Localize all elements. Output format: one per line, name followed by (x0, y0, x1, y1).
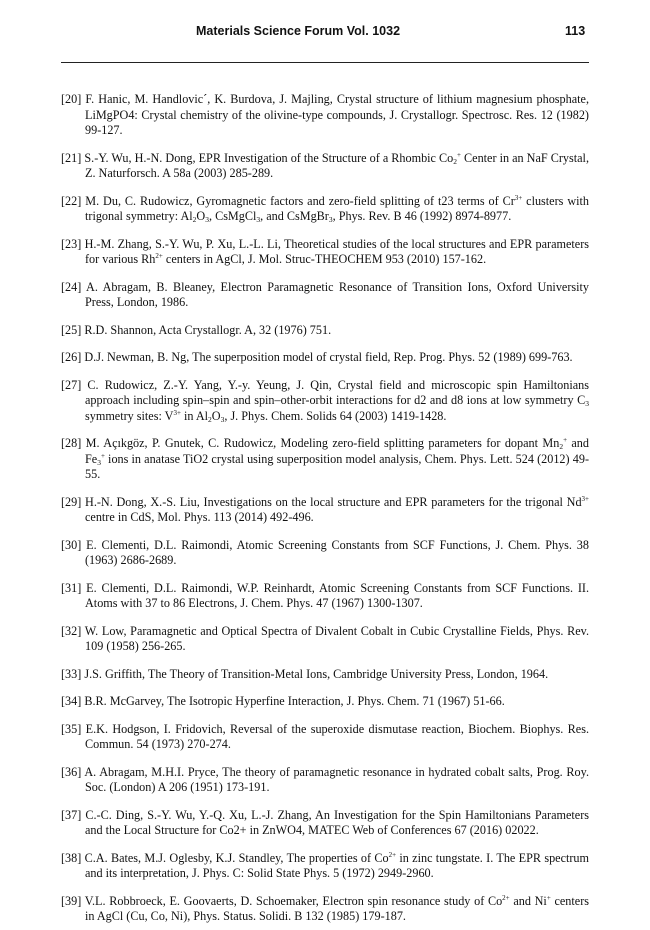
reference-26: [26] D.J. Newman, B. Ng, The superposition model of crystal field, Rep. Prog. Phys. 52 (1989) 699-763. (61, 350, 573, 365)
reference-20: [20] F. Hanic, M. Handlovic´, K. Burdova, J. Majling, Crystal structure of lithium magnesium phosphate, LiMgPO4: Crystal chemistry of the olivine-type compounds, J. Crystallogr. Spectrosc. Res. 12 (1982) 99-127. (61, 92, 589, 137)
reference-list (61, 80, 589, 930)
reference-28: [28] M. Açıkgöz, P. Gnutek, C. Rudowicz, Modeling zero-field splitting parameters for dopant $Mn_2^+$ and $Fe_3^+$ ions in anatase TiO2 crystal using superposition model analysis, Chem. Phys. Lett. 524 (2012) 49-55. (61, 436, 589, 481)
reference-37: [37] C.-C. Ding, S.-Y. Wu, Y.-Q. Xu, L.-J. Zhang, An Investigation for the Spin Hamiltonians Parameters and the Local Structure for Co2+ in ZnWO4, MATEC Web of Conferences 67 (2016) 02022. (61, 807, 589, 838)
reference-33: [33] J.S. Griffith, The Theory of Transition-Metal Ions, Cambridge University Press, London, 1964. (61, 666, 549, 681)
reference-21: [21] S.-Y. Wu, H.-N. Dong, EPR Investigation of the Structure of a Rhombic $Co_2^+$ Center in an NaF Crystal, Z. Naturforsch. A 58a (2003) 285-289. (61, 150, 589, 180)
reference-34: [34] B.R. McGarvey, The Isotropic Hyperfine Interaction, J. Phys. Chem. 71 (1967) 51-66. (61, 694, 505, 709)
header-rule (61, 62, 589, 63)
page-number: 113 (565, 24, 586, 38)
reference-22: [22] M. Du, C. Rudowicz, Gyromagnetic factors and zero-field splitting of t23 terms of $Cr^{3+}$ clusters with trigonal symmetry: $Al_2O_3$, CsMgCl$_3$, and CsMgBr$_3$, Phys. Rev. B 46 (1992) 8974-8977. (61, 193, 589, 224)
reference-23: [23] H.-M. Zhang, S.-Y. Wu, P. Xu, L.-L. Li, Theoretical studies of the local structures and EPR parameters for various $Rh^{2+}$ centers in AgCl, J. Mol. Struc-THEOCHEM 953 (2010) 157-162. (61, 236, 589, 266)
reference-38: [38] C.A. Bates, M.J. Oglesby, K.J. Standley, The properties of $Co^{2+}$ in zinc tungstate. I. The EPR spectrum and its interpretation, J. Phys. C: Solid State Phys. 5 (1972) 2949-2960. (61, 850, 589, 881)
journal-title: Materials Science Forum Vol. 1032 (196, 24, 401, 38)
reference-24: [24] A. Abragam, B. Bleaney, Electron Paramagnetic Resonance of Transition Ions, Oxford University Press, London, 1986. (61, 279, 589, 309)
reference-31: [31] E. Clementi, D.L. Raimondi, W.P. Reinhardt, Atomic Screening Constants from SCF Functions. II. Atoms with 37 to 86 Electrons, J. Chem. Phys. 47 (1967) 1300-1307. (61, 580, 589, 610)
reference-39: [39] V.L. Robbroeck, E. Goovaerts, D. Schoemaker, Electron spin resonance study of $Co^{2+}$ and Ni+ centers in AgCl (Cu, Co, Ni), Phys. Status. Solidi. B 132 (1985) 179-187. (61, 893, 589, 924)
reference-27: [27] C. Rudowicz, Z.-Y. Yang, Y.-y. Yeung, J. Qin, Crystal field and microscopic spin Hamiltonians approach including spin–spin and spin–other-orbit interactions for d2 and d8 ions at low symmetry $C_3$ symmetry sites: $V^{3+}$ in $Al_2O_3$, J. Phys. Chem. Solids 64 (2003) 1419-1428. (61, 377, 589, 424)
reference-30: [30] E. Clementi, D.L. Raimondi, Atomic Screening Constants from SCF Functions, J. Chem. Phys. 38 (1963) 2686-2689. (61, 537, 589, 567)
running-header (0, 24, 650, 44)
reference-36: [36] A. Abragam, M.H.I. Pryce, The theory of paramagnetic resonance in hydrated cobalt salts, Prog. Roy. Soc. (London) A 206 (1951) 173-191. (61, 764, 589, 795)
reference-32: [32] W. Low, Paramagnetic and Optical Spectra of Divalent Cobalt in Cubic Crystalline Fields, Phys. Rev. 109 (1958) 256-265. (61, 623, 589, 653)
reference-25: [25] R.D. Shannon, Acta Crystallogr. A, 32 (1976) 751. (61, 322, 332, 337)
reference-29: [29] H.-N. Dong, X.-S. Liu, Investigations on the local structure and EPR parameters for the trigonal $Nd^{3+}$ centre in CdS, Mol. Phys. 113 (2014) 492-496. (61, 494, 589, 524)
reference-35: [35] E.K. Hodgson, I. Fridovich, Reversal of the superoxide dismutase reaction, Biochem. Biophys. Res. Commun. 54 (1973) 270-274. (61, 721, 589, 752)
